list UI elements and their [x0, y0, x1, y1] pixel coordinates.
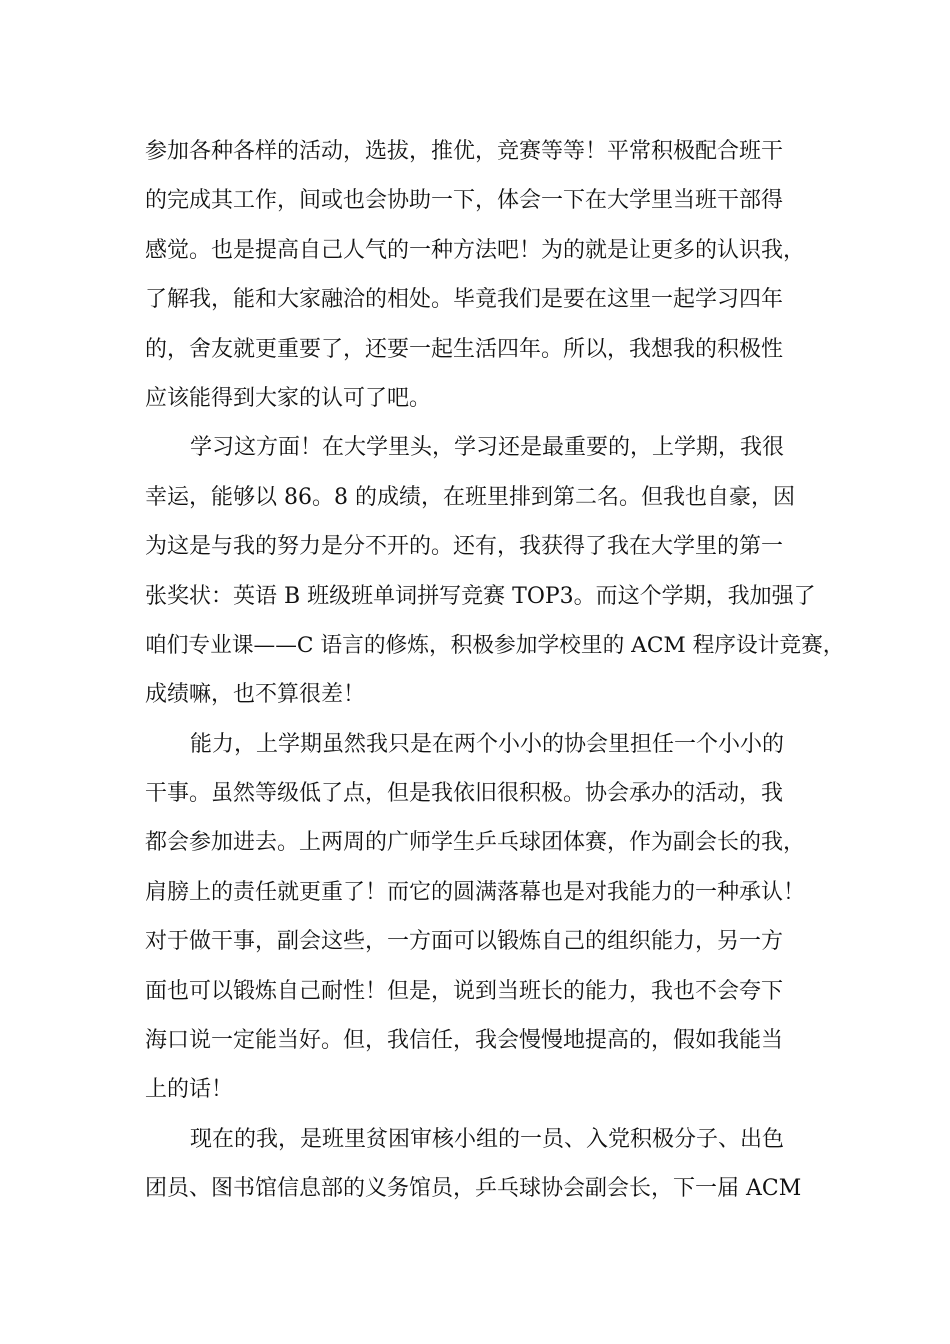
text-line: 都会参加进去。上两周的广师学生乒乓球团体赛，作为副会长的我，	[145, 830, 806, 856]
text-line: 为这是与我的努力是分不开的。还有，我获得了我在大学里的第一	[145, 534, 784, 560]
text-line: 面也可以锻炼自己耐性！但是，说到当班长的能力，我也不会夸下	[145, 978, 784, 1004]
text-line: 张奖状：英语 B 班级班单词拼写竞赛 TOP3。而这个学期，我加强了	[145, 583, 816, 609]
text-line: 的完成其工作，间或也会协助一下，体会一下在大学里当班干部得	[145, 188, 784, 214]
text-line: 海口说一定能当好。但，我信任，我会慢慢地提高的，假如我能当	[145, 1028, 784, 1054]
text-line: 参加各种各样的活动，选拔，推优，竞赛等等！平常积极配合班干	[145, 139, 784, 164]
text-line: 感觉。也是提高自己人气的一种方法吧！为的就是让更多的认识我，	[145, 237, 806, 263]
text-line: 应该能得到大家的认可了吧。	[145, 385, 432, 411]
text-line: 咱们专业课——C 语言的修炼，积极参加学校里的 ACM 程序设计竞赛，	[145, 632, 845, 658]
text-line: 干事。虽然等级低了点，但是我依旧很积极。协会承办的活动，我	[145, 781, 784, 807]
body-text	[145, 127, 845, 1214]
text-line: 上的话！	[145, 1077, 234, 1103]
text-line: 了解我，能和大家融洽的相处。毕竟我们是要在这里一起学习四年	[145, 287, 784, 313]
text-line: 对于做干事，副会这些，一方面可以锻炼自己的组织能力，另一方	[145, 929, 784, 955]
text-line: 学习这方面！在大学里头，学习还是最重要的，上学期，我很	[190, 435, 785, 461]
text-line: 能力，上学期虽然我只是在两个小小的协会里担任一个小小的	[190, 731, 785, 757]
text-line: 现在的我，是班里贫困审核小组的一员、入党积极分子、出色	[190, 1126, 785, 1152]
text-line: 的，舍友就更重要了，还要一起生活四年。所以，我想我的积极性	[145, 336, 784, 362]
text-line: 团员、图书馆信息部的义务馆员，乒乓球协会副会长，下一届 ACM	[145, 1176, 802, 1202]
text-line: 肩膀上的责任就更重了！而它的圆满落幕也是对我能力的一种承认！	[145, 879, 806, 905]
text-line: 成绩嘛，也不算很差！	[145, 682, 366, 708]
text-line: 幸运，能够以 86。8 的成绩，在班里排到第二名。但我也自豪，因	[145, 484, 795, 510]
